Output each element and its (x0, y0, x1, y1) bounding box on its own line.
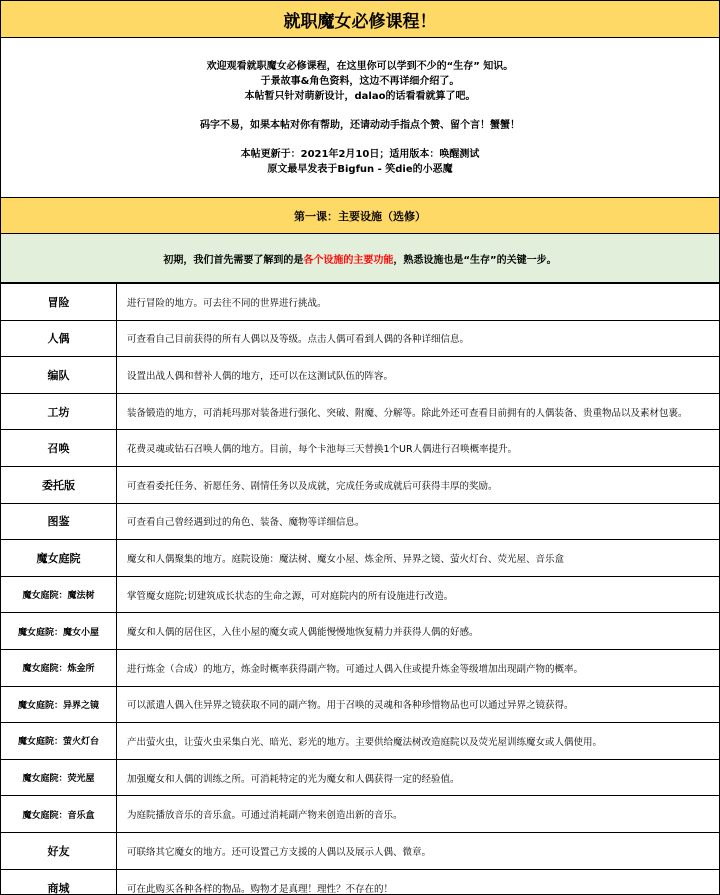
facility-description: 设置出战人偶和替补人偶的地方，还可以在这测试队伍的阵容。 (127, 370, 394, 382)
table-row (1, 284, 719, 321)
facility-name: 人偶 (1, 321, 117, 357)
facility-description: 可查看委托任务、祈愿任务、剧情任务以及成就，完成任务或成就后可获得丰厚的奖励。 (127, 480, 498, 492)
facility-description: 为庭院播放音乐的音乐盒。可通过消耗副产物来创造出新的音乐。 (127, 810, 403, 822)
facility-name: 商城 (1, 870, 117, 895)
intro-line: 本帖暂只针对萌新设计，dalao的话看看就算了吧。 (244, 90, 476, 102)
facility-name: 魔女庭院：荧光屋 (1, 760, 117, 796)
intro-line: 欢迎观看就职魔女必修课程，在这里你可以学到不少的“生存” 知识。 (206, 60, 514, 72)
facility-name: 委托版 (1, 467, 117, 503)
facility-name: 好友 (1, 833, 117, 869)
facility-description: 可查看自己曾经遇到过的角色、装备、魔物等详细信息。 (127, 517, 365, 529)
table-row (1, 796, 719, 833)
table-row (1, 394, 719, 431)
facility-description: 可查看自己目前获得的所有人偶以及等级。点击人偶可看到人偶的各种详细信息。 (127, 334, 470, 346)
facility-table (1, 284, 719, 895)
facility-description: 产出萤火虫，让萤火虫采集白光、暗光、彩光的地方。主要供给魔法树改造庭院以及荧光屋训练魔女或人偶使用。 (127, 736, 603, 748)
table-row (1, 540, 719, 577)
facility-name: 魔女庭院 (1, 540, 117, 576)
facility-name: 魔女庭院：魔法树 (1, 577, 117, 613)
update-info: 本帖更新于：2021年2月10日；适用版本：唤醒测试 (240, 148, 480, 160)
source-info: 原文最早发表于Bigfun - 笑die的小恶魔 (267, 163, 453, 175)
facility-description: 进行炼金（合成）的地方，炼金时概率获得副产物。可通过人偶入住或提升炼金等级增加出现副产物的概率。 (127, 663, 584, 675)
facility-description: 魔女和人偶的居住区，入住小屋的魔女或人偶能慢慢地恢复精力并获得人偶的好感。 (127, 627, 479, 639)
table-row (1, 577, 719, 614)
facility-name: 编队 (1, 357, 117, 393)
facility-description: 魔女和人偶聚集的地方。庭院设施：魔法树、魔女小屋、炼金所、异界之镜、萤火灯台、荧光屋、音乐盒 (127, 553, 565, 565)
table-row (1, 357, 719, 394)
facility-description: 可联络其它魔女的地方。还可设置己方支援的人偶以及展示人偶、微章。 (127, 846, 432, 858)
table-row (1, 723, 719, 760)
intro-line: 于景故事&角色资料，这边不再详细介绍了。 (260, 75, 460, 87)
note-text: ，熟悉设施也是“生存”的关键一步。 (393, 254, 557, 266)
facility-name: 魔女庭院：音乐盒 (1, 796, 117, 832)
table-row (1, 321, 719, 358)
facility-description: 花费灵魂或钻石召唤人偶的地方。目前，每个卡池每三天替换1个UR人偶进行召唤概率提升。 (127, 444, 518, 456)
facility-description: 装备锻造的地方，可消耗玛那对装备进行强化、突破、附魔、分解等。除此外还可查看目前拥有的人偶装备、贵重物品以及素材包裹。 (127, 407, 688, 419)
table-row (1, 870, 719, 895)
page-title: 就职魔女必修课程！ (1, 1, 719, 38)
facility-description: 加强魔女和人偶的训练之所。可消耗特定的光为魔女和人偶获得一定的经验值。 (127, 773, 460, 785)
facility-name: 魔女庭院：魔女小屋 (1, 613, 117, 649)
facility-name: 魔女庭院：异界之镜 (1, 687, 117, 723)
facility-description: 掌管魔女庭院;切建筑成长状态的生命之源，可对庭院内的所有设施进行改造。 (127, 590, 454, 602)
table-row (1, 687, 719, 724)
table-row (1, 613, 719, 650)
table-row (1, 467, 719, 504)
facility-name: 工坊 (1, 394, 117, 430)
lesson-heading: 第一课：主要设施（选修） (1, 198, 719, 234)
lesson-note (1, 234, 719, 284)
facility-description: 进行冒险的地方。可去往不同的世界进行挑战。 (127, 297, 327, 309)
facility-name: 魔女庭院：萤火灯台 (1, 723, 117, 759)
facility-description: 可在此购买各种各样的物品。购物才是真理！理性？不存在的！ (127, 883, 394, 895)
table-row (1, 833, 719, 870)
intro-section (1, 38, 719, 198)
facility-name: 冒险 (1, 284, 117, 320)
table-row (1, 430, 719, 467)
table-row (1, 650, 719, 687)
intro-line: 码字不易，如果本帖对你有帮助，还请动动手指点个赞、留个言！蟹蟹！ (200, 119, 520, 131)
facility-name: 召唤 (1, 430, 117, 466)
note-text: 初期，我们首先需要了解到的是 (163, 254, 304, 266)
facility-description: 可以派遣人偶入住异界之镜获取不同的副产物。用于召唤的灵魂和各种珍惜物品也可以通过异界之镜获得。 (127, 700, 574, 712)
facility-name: 魔女庭院：炼金所 (1, 650, 117, 686)
note-highlight: 各个设施的主要功能 (303, 254, 394, 266)
table-row (1, 504, 719, 541)
facility-name: 图鉴 (1, 504, 117, 540)
table-row (1, 760, 719, 797)
